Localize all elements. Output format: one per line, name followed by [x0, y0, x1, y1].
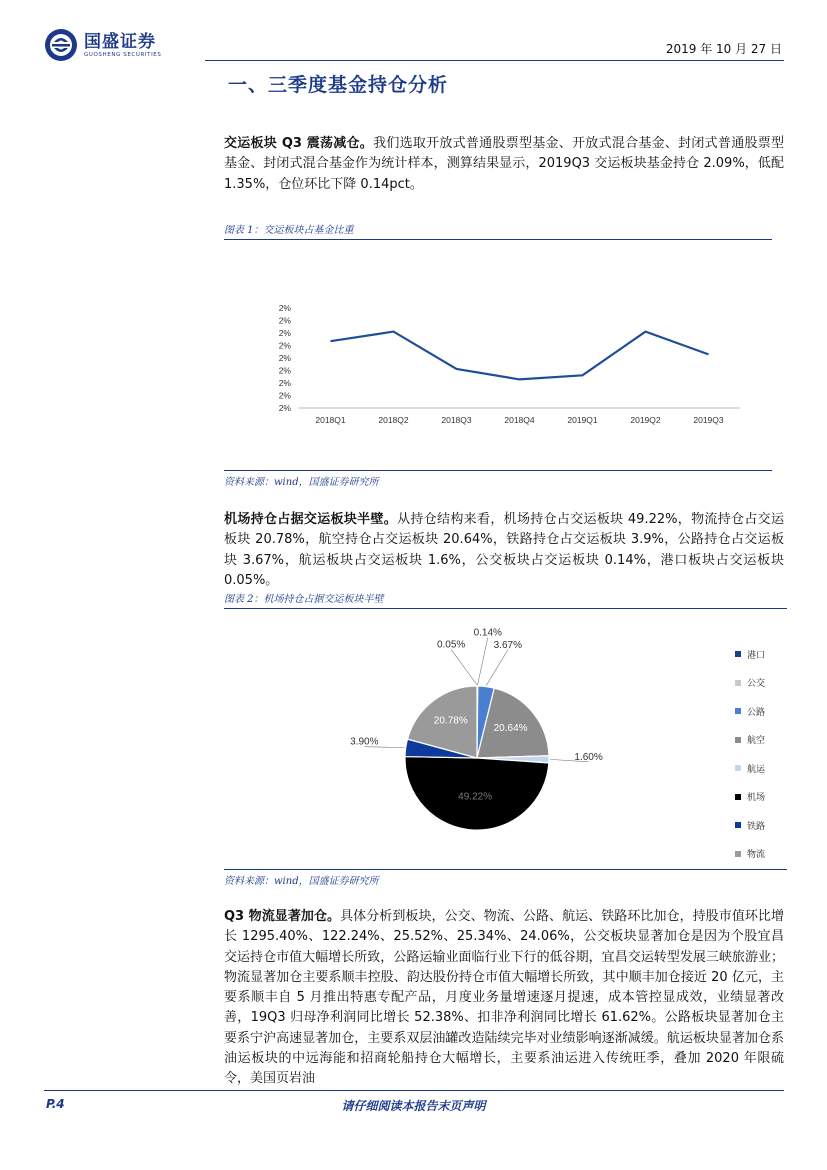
legend-label: 物流 [747, 850, 766, 861]
y-tick-label: 2% [278, 353, 291, 363]
paragraph-1 [224, 134, 784, 195]
y-tick-label: 2% [278, 365, 291, 376]
paragraph-1-body: 我们选取开放式普通股票型基金、开放式混合基金、封闭式普通股票型基金、封闭式混合基金作为统计样本，测算结果显示，2019Q3 交运板块基金持仓 2.09%，低配 1.35%，仓位环比下降 0.14pct。 [224, 136, 784, 192]
figure-1-source: 资料来源：wind，国盛证券研究所 [224, 477, 379, 488]
y-tick-label: 2% [278, 378, 291, 388]
pie-chart [224, 610, 734, 868]
paragraph-2 [224, 510, 784, 591]
figure-2-bottom-rule [224, 869, 787, 870]
legend-swatch [735, 651, 741, 657]
series-line [331, 332, 709, 380]
footer-divider [44, 1090, 784, 1091]
section-title: 一、三季度基金持仓分析 [228, 74, 449, 96]
pie-label-leader [486, 650, 508, 686]
legend-label: 港口 [747, 650, 766, 661]
brand-name-en: GUOSHENG SECURITIES [84, 51, 162, 58]
line-chart [224, 240, 772, 470]
legend-item [735, 840, 765, 869]
brand-name: 国盛证券 [84, 31, 156, 52]
pie-data-label: 0.05% [436, 639, 466, 651]
pie-data-label: 1.60% [574, 751, 603, 763]
header-divider [205, 60, 784, 61]
x-tick-label: 2019Q1 [567, 415, 598, 425]
y-tick-label: 2% [278, 303, 291, 313]
y-tick-label: 2% [278, 403, 291, 413]
footer-disclaimer: 请仔细阅读本报告末页声明 [341, 1099, 486, 1113]
line-chart-y-axis [279, 303, 292, 413]
legend-swatch [735, 680, 741, 686]
legend-item [735, 669, 765, 698]
legend-swatch [735, 765, 741, 771]
pie-label-leader [451, 650, 477, 685]
legend-item [735, 640, 765, 669]
brand-logo [44, 28, 161, 62]
y-tick-label: 2% [278, 328, 291, 338]
x-tick-label: 2019Q3 [693, 415, 724, 425]
legend-swatch [735, 708, 741, 714]
figure-2-caption: 图表 2：机场持仓占据交运板块半壁 [224, 594, 384, 605]
y-tick-label: 2% [278, 390, 291, 401]
x-tick-label: 2018Q4 [504, 415, 535, 425]
x-tick-label: 2018Q3 [441, 415, 472, 425]
paragraph-3-lead: Q3 物流显著加仓。 [224, 909, 341, 924]
figure-1-caption: 图表 1：交运板块占基金比重 [224, 225, 354, 236]
figure-2-top-rule [224, 608, 787, 609]
legend-item [735, 697, 765, 726]
legend-label: 公交 [747, 679, 766, 690]
legend-item [735, 726, 765, 755]
report-date: 2019 年 10 月 27 日 [665, 42, 782, 56]
line-chart-x-axis [315, 415, 724, 425]
x-tick-label: 2019Q2 [630, 415, 661, 425]
pie-data-label: 3.67% [493, 640, 522, 652]
legend-label: 航空 [747, 736, 766, 747]
pie-data-label: 3.90% [350, 736, 379, 748]
y-tick-label: 2% [278, 340, 291, 351]
figure-2-source: 资料来源：wind，国盛证券研究所 [224, 876, 379, 887]
pie-data-label: 20.78% [433, 715, 468, 727]
legend-label: 铁路 [747, 821, 766, 832]
x-tick-label: 2018Q2 [378, 415, 409, 425]
x-tick-label: 2018Q1 [315, 415, 346, 425]
legend-swatch [735, 822, 741, 828]
y-tick-label: 2% [278, 315, 291, 326]
legend-item [735, 811, 765, 840]
paragraph-3-body: 具体分析到板块，公交、物流、公路、航运、铁路环比加仓，持股市值环比增长 1295.40%、122.24%、25.52%、25.34%、24.06%，公交板块显著加仓是因为个股宜昌交运持仓市值大幅增长所致，公路运输业面临行业下行的低谷期，宜昌交运转型发展三峡旅游业；物流显著加仓主要系顺丰控股、韵达股份持仓市值大幅增长所致，其中顺丰加仓接近 20 亿元，主要系顺丰自 5 月推出特惠专配产品，月度业务量增速逐月提速，成本管控显成效，业绩显著改善，19Q3 归母净利润同比增长 52.38%、扣非净利润同比增长 61.62%。公路板块显著加仓主要系宁沪高速显著加仓，主要系双层油罐改造陆续完毕对业绩影响逐渐减缓。航运板块显著加仓系油运板块的中远海能和招商轮船持仓大幅增长，主要系油运进入传统旺季，叠加 2020 年限硫令，美国页岩油 [224, 909, 784, 1087]
figure-1-bottom-rule [224, 470, 772, 471]
pie-data-label: 0.14% [473, 627, 502, 639]
legend-label: 航运 [747, 764, 766, 775]
paragraph-2-lead: 机场持仓占据交运板块半壁。 [224, 512, 398, 527]
legend-swatch [735, 737, 741, 743]
brand-logo-icon [44, 28, 78, 62]
legend-item [735, 783, 765, 812]
legend-label: 公路 [747, 707, 766, 718]
paragraph-2-body: 从持仓结构来看，机场持仓占交运板块 49.22%，物流持仓占交运板块 20.78%，航空持仓占交运板块 20.64%，铁路持仓占交运板块 3.9%，公路持仓占交运板块 3.67%，航运板块占交运板块 1.6%，公交板块占交运板块 0.14%，港口板块占交运板块 0.05%。 [224, 512, 784, 588]
page-number: P.4 [46, 1097, 65, 1111]
pie-label-leader [478, 638, 488, 685]
legend-swatch [735, 794, 741, 800]
legend-swatch [735, 851, 741, 857]
pie-data-label: 49.22% [458, 791, 493, 803]
paragraph-3 [224, 907, 784, 1090]
pie-legend [735, 640, 765, 868]
legend-label: 机场 [747, 793, 766, 804]
paragraph-1-lead: 交运板块 Q3 震荡减仓。 [224, 136, 374, 151]
legend-item [735, 754, 765, 783]
pie-data-label: 20.64% [493, 722, 528, 734]
